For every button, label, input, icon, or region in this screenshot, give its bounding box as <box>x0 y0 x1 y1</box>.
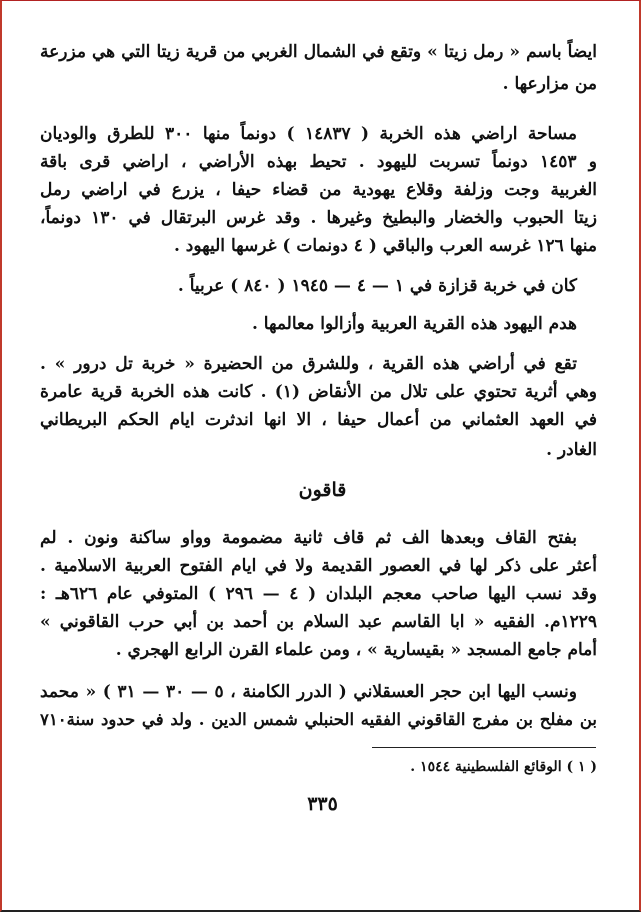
text-line: وهي أثرية تحتوي على تلال من الأنقاض (١) . كانت هذه الخربة قرية عامرة <box>40 382 597 402</box>
footnote: ( ١ ) الوقائع الفلسطينية ١٥٤٤ . <box>410 759 597 775</box>
text-line: في العهد العثماني من أعمال حيفا ، الا انها اندثرت ايام الحكم البريطاني <box>40 410 597 430</box>
text-line: ايضاً باسم « رمل زيتا » وتقع في الشمال الغربي من قرية زيتا التي هي مزرعة <box>40 42 597 62</box>
text-line: من مزارعها . <box>502 74 597 94</box>
text-line: زيتا الحبوب والخضار والبطيخ وغيرها . وقد غرس البرتقال في ١٣٠ دونماً، <box>40 208 597 228</box>
text-line: أعثر على ذكر لها في العصور القديمة ولا في ايام الفتوح العربية الاسلامية . <box>40 556 597 576</box>
section-title: قاقون <box>298 479 347 501</box>
text-line: الغادر . <box>546 440 597 460</box>
text-line: مساحة اراضي هذه الخربة ( ١٤٨٣٧ ) دونماً منها ٣٠٠ للطرق والوديان <box>40 124 577 144</box>
text-line: منها ١٢٦ غرسه العرب والباقي ( ٤ دونمات ) غرسها اليهود . <box>173 236 597 256</box>
text-line: بفتح القاف وبعدها الف ثم قاف ثانية مضمومة وواو ساكنة ونون . لم <box>40 528 577 548</box>
page-number: ٣٣٥ <box>307 793 338 815</box>
text-line: الغربية وجت وزلفة وقلاع يهودية من قضاء حيفا ، يزرع في اراضي رمل <box>40 180 597 200</box>
book-page <box>2 1 641 913</box>
text-line: و ١٤٥٣ دونماً تسربت لليهود . تحيط بهذه الأراضي ، اراضي قرى باقة <box>40 152 597 172</box>
footnote-rule <box>372 747 596 748</box>
text-line: أمام جامع المسجد « بقيسارية » ، ومن علماء القرن الرابع الهجري . <box>115 640 597 660</box>
text-line: بن مفلح بن مفرج القاقوني الفقيه الحنبلي شمس الدين . ولد في حدود سنة٧١٠ <box>40 710 597 729</box>
text-line: وقد نسب اليها صاحب معجم البلدان ( ٤ — ٢٩٦ ) المتوفي عام ٦٢٦هـ : <box>40 584 597 604</box>
text-line: تقع في أراضي هذه القرية ، وللشرق من الحضيرة « خربة تل درور » . <box>40 354 577 374</box>
text-line: كان في خربة قزازة في ١ — ٤ — ١٩٤٥ ( ٨٤٠ ) عربياً . <box>177 276 577 296</box>
text-line: هدم اليهود هذه القرية العربية وأزالوا معالمها . <box>251 314 577 334</box>
text-line: ١٢٢٩م. الفقيه « ابا القاسم عبد السلام بن أحمد بن أبي حرب القاقوني » <box>40 612 597 632</box>
text-line: ونسب اليها ابن حجر العسقلاني ( الدرر الكامنة ، ٥ — ٣٠ — ٣١ ) « محمد <box>40 682 577 702</box>
